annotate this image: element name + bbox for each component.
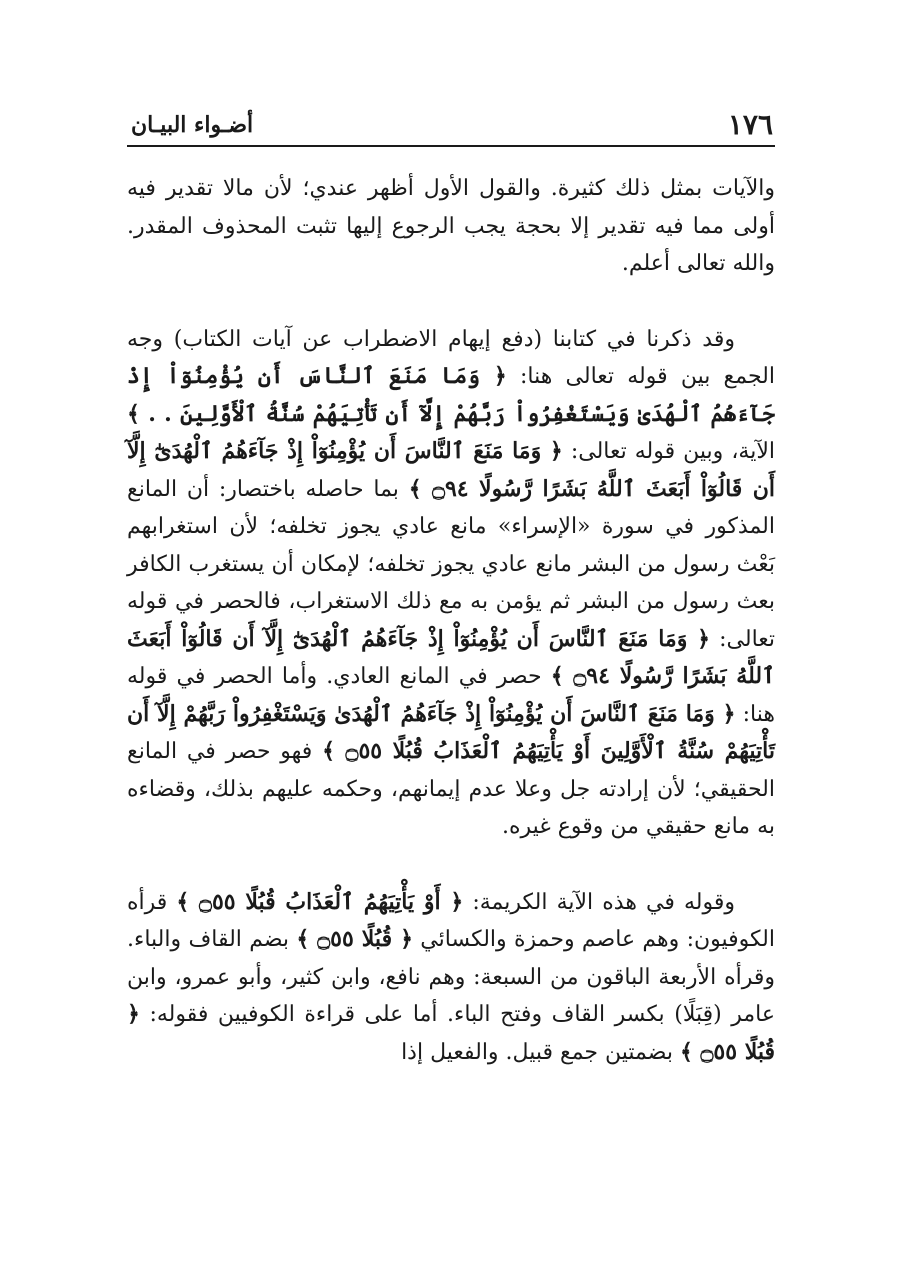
paragraph bbox=[127, 884, 775, 1072]
text-run: الآية، وبين قوله تعالى: bbox=[562, 439, 775, 464]
quran-verse: ﴿ وَمَا مَنَعَ ٱلنَّاسَ أَن يُؤْمِنُوٓاْ إِذْ جَآءَهُمُ ٱلْهُدَىٰ وَيَسْتَغْفِرُواْ رَبَّهُمْ إِلَّآ أَن تَأْتِيَهُمْ سُنَّةُ ٱلْأَوَّلِينَ أَوْ يَأْتِيَهُمُ ٱلْعَذَابُ قُبُلًا ۝٥٥ ﴾ bbox=[127, 700, 775, 764]
running-title: أضـواء البيـان bbox=[131, 112, 254, 138]
text-run: والآيات بمثل ذلك كثيرة. والقول الأول أظهر عندي؛ لأن مالا تقدير فيه أولى مما فيه تقدير إلا بحجة يجب الرجوع إليها تثبت المحذوف المقدر. والله تعالى أعلم. bbox=[127, 176, 775, 276]
quran-verse: ﴿ وَمَا مَنَعَ ٱلنَّاسَ أَن يُؤْمِنُوٓاْ إِذْ جَآءَهُمُ ٱلْهُدَىٰ وَيَسْتَغْفِرُواْ رَبَّهُمْ إِلَّآ أَن تَأْتِيَهُمْ سُنَّةُ ٱلْأَوَّلِينَ . . ﴾ bbox=[127, 363, 775, 427]
quran-verse: ﴿ أَوْ يَأْتِيَهُمُ ٱلْعَذَابُ قُبُلًا ۝٥٥ ﴾ bbox=[176, 888, 464, 915]
page-number: ١٧٦ bbox=[727, 108, 773, 141]
text-run: فهو حصر في المانع الحقيقي؛ لأن إرادته جل وعلا عدم إيمانهم، وحكمه عليهم بذلك، وقضاءه به مانع حقيقي من وقوع غيره. bbox=[127, 739, 775, 839]
text-run: بضمتين جمع قبيل. والفعيل إذا bbox=[401, 1039, 680, 1065]
paragraph bbox=[127, 170, 775, 283]
text-run: قرأه الكوفيون: وهم عاصم وحمزة والكسائي bbox=[127, 889, 775, 952]
quran-verse: ﴿ قُبُلًا ۝٥٥ ﴾ bbox=[127, 1001, 775, 1065]
page-header bbox=[127, 104, 775, 144]
quran-verse: ﴿ قُبُلًا ۝٥٥ ﴾ bbox=[296, 926, 413, 952]
text-run: وقوله في هذه الآية الكريمة: bbox=[463, 889, 735, 915]
text-run: بضم القاف والباء. وقرأه الأربعة الباقون من السبعة: وهم نافع، وابن كثير، وأبو عمرو، وابن عامر (قِبَلًا) بكسر القاف وفتح الباء. أما على قراءة الكوفيين فقوله: bbox=[127, 927, 775, 1027]
text-run: حصر في المانع العادي. وأما الحصر في قوله هنا: bbox=[127, 664, 775, 727]
quran-verse: ﴿ وَمَا مَنَعَ ٱلنَّاسَ أَن يُؤْمِنُوٓاْ إِذْ جَآءَهُمُ ٱلْهُدَىٰٓ إِلَّآ أَن قَالُوٓاْ أَبَعَثَ ٱللَّهُ بَشَرًا رَّسُولًا ۝٩٤ ﴾ bbox=[127, 625, 775, 689]
paragraph bbox=[127, 321, 775, 846]
body-text bbox=[127, 170, 775, 1071]
text-run: وقد ذكرنا في كتابنا (دفع إيهام الاضطراب عن آيات الكتاب) وجه الجمع بين قوله تعالى هنا: bbox=[127, 326, 775, 389]
quran-verse: ﴿ وَمَا مَنَعَ ٱلنَّاسَ أَن يُؤْمِنُوٓاْ إِذْ جَآءَهُمُ ٱلْهُدَىٰٓ إِلَّآ أَن قَالُوٓاْ أَبَعَثَ ٱللَّهُ بَشَرًا رَّسُولًا ۝٩٤ ﴾ bbox=[127, 438, 776, 502]
text-run: بما حاصله باختصار: أن المانع المذكور في سورة «الإسراء» مانع عادي يجوز تخلفه؛ لأن استغرابهم بَعْث رسول من البشر مانع عادي يجوز تخلفه؛ لإمكان أن يستغرب الكافر بعث رسول من البشر ثم يؤمن به مع ذلك الاستغراب، فالحصر في قوله تعالى: bbox=[127, 476, 776, 652]
header-rule bbox=[127, 145, 775, 147]
